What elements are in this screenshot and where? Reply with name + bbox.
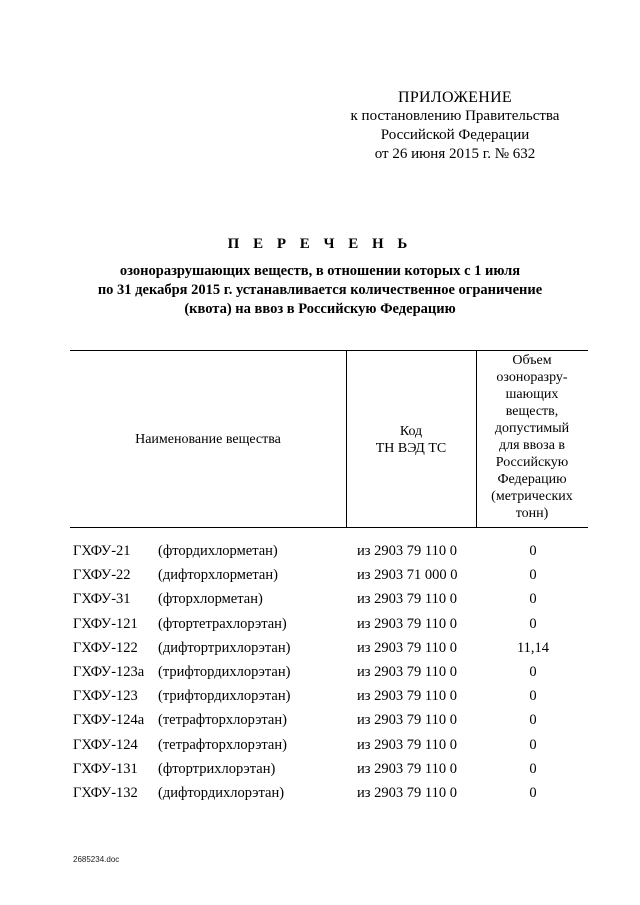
subtitle-line-3: (квота) на ввоз в Российскую Федерацию — [184, 301, 456, 317]
quota-volume: 0 — [529, 663, 537, 680]
substance-name: (фтортетрахлорэтан) — [158, 615, 287, 632]
table-body — [73, 543, 588, 809]
table-row — [73, 567, 588, 591]
tn-ved-code: из 2903 79 110 0 — [357, 688, 457, 705]
subtitle-line-2: по 31 декабря 2015 г. устанавливается количественное ограничение — [97, 282, 543, 298]
substance-name: (тетрафторхлорэтан) — [158, 712, 287, 729]
subtitle-line-1: озоноразрушающих веществ, в отношении которых с 1 июля — [119, 263, 521, 279]
quota-volume: 0 — [529, 712, 537, 729]
tn-ved-code: из 2903 71 000 0 — [357, 567, 458, 584]
document-subtitle — [70, 262, 570, 319]
header-volume — [476, 352, 588, 522]
substance-code: ГХФУ-121 — [73, 615, 138, 632]
substance-code: ГХФУ-124а — [73, 712, 145, 729]
document-title: П Е Р Е Ч Е Н Ь — [227, 236, 413, 252]
header-volume-line-4: веществ, — [505, 404, 559, 419]
substance-code: ГХФУ-31 — [73, 591, 131, 608]
header-volume-line-10: тонн) — [515, 506, 549, 521]
header-volume-line-5: допустимый — [494, 421, 570, 436]
table-row — [73, 688, 588, 712]
tn-ved-code: из 2903 79 110 0 — [357, 712, 457, 729]
substance-code: ГХФУ-22 — [73, 567, 131, 584]
table-row — [73, 785, 588, 809]
header-volume-line-8: Федерацию — [497, 472, 567, 487]
table-header — [70, 350, 588, 528]
substance-name: (фторхлорметан) — [158, 591, 263, 608]
table-row — [73, 543, 588, 567]
table-row — [73, 616, 588, 640]
tn-ved-code: из 2903 79 110 0 — [357, 760, 457, 777]
quota-volume: 0 — [529, 784, 537, 801]
substance-name: (дифторхлорметан) — [158, 567, 278, 584]
appendix-line-2: Российской Федерации — [380, 127, 530, 143]
header-name: Наименование вещества — [135, 432, 281, 447]
appendix-block — [330, 88, 580, 164]
quota-volume: 0 — [529, 688, 537, 705]
table-row — [73, 591, 588, 615]
tn-ved-code: из 2903 79 110 0 — [357, 736, 457, 753]
substance-code: ГХФУ-21 — [73, 543, 131, 559]
table-row — [73, 712, 588, 736]
tn-ved-code: из 2903 79 110 0 — [357, 615, 457, 632]
document-heading — [70, 236, 570, 319]
header-code-line-2: ТН ВЭД ТС — [375, 441, 447, 456]
footer-doc-id: 2685234.doc — [73, 855, 120, 864]
tn-ved-code: из 2903 79 110 0 — [357, 639, 457, 656]
header-volume-line-1: Объем — [512, 353, 552, 368]
substance-name: (трифтордихлорэтан) — [158, 663, 291, 680]
substance-code: ГХФУ-123а — [73, 663, 145, 680]
header-volume-line-7: Российскую — [495, 455, 569, 470]
quota-volume: 11,14 — [516, 639, 550, 656]
substance-name: (фтордихлорметан) — [158, 543, 278, 559]
header-volume-line-2: озоноразру- — [496, 370, 568, 385]
appendix-line-1: к постановлению Правительства — [350, 108, 560, 124]
quota-volume: 0 — [529, 567, 537, 584]
appendix-title: ПРИЛОЖЕНИЕ — [397, 89, 512, 106]
quota-volume: 0 — [529, 736, 537, 753]
appendix-line-3: от 26 июня 2015 г. № 632 — [374, 146, 536, 162]
substance-code: ГХФУ-123 — [73, 688, 138, 705]
quota-volume: 0 — [529, 591, 537, 608]
header-volume-line-3: шающих — [505, 387, 559, 402]
quota-volume: 0 — [529, 760, 537, 777]
substance-code: ГХФУ-122 — [73, 639, 138, 656]
tn-ved-code: из 2903 79 110 0 — [357, 784, 457, 801]
tn-ved-code: из 2903 79 110 0 — [357, 543, 457, 559]
header-volume-line-6: для ввоза в — [498, 438, 566, 453]
tn-ved-code: из 2903 79 110 0 — [357, 663, 457, 680]
table-row — [73, 737, 588, 761]
header-code-line-1: Код — [399, 424, 423, 439]
substance-name: (тетрафторхлорэтан) — [158, 736, 287, 753]
table-row — [73, 640, 588, 664]
substance-code: ГХФУ-132 — [73, 784, 138, 801]
table-row — [73, 761, 588, 785]
quota-volume: 0 — [529, 615, 537, 632]
substance-name: (дифтордихлорэтан) — [158, 784, 285, 801]
substance-code: ГХФУ-124 — [73, 736, 138, 753]
tn-ved-code: из 2903 79 110 0 — [357, 591, 457, 608]
table-row — [73, 664, 588, 688]
header-code — [346, 423, 476, 457]
substance-name: (фтортрихлорэтан) — [158, 760, 276, 777]
substance-name: (дифтортрихлорэтан) — [158, 639, 291, 656]
header-volume-line-9: (метрических — [491, 489, 573, 504]
quota-volume: 0 — [529, 543, 537, 559]
substance-name: (трифтордихлорэтан) — [158, 688, 291, 705]
substance-code: ГХФУ-131 — [73, 760, 138, 777]
